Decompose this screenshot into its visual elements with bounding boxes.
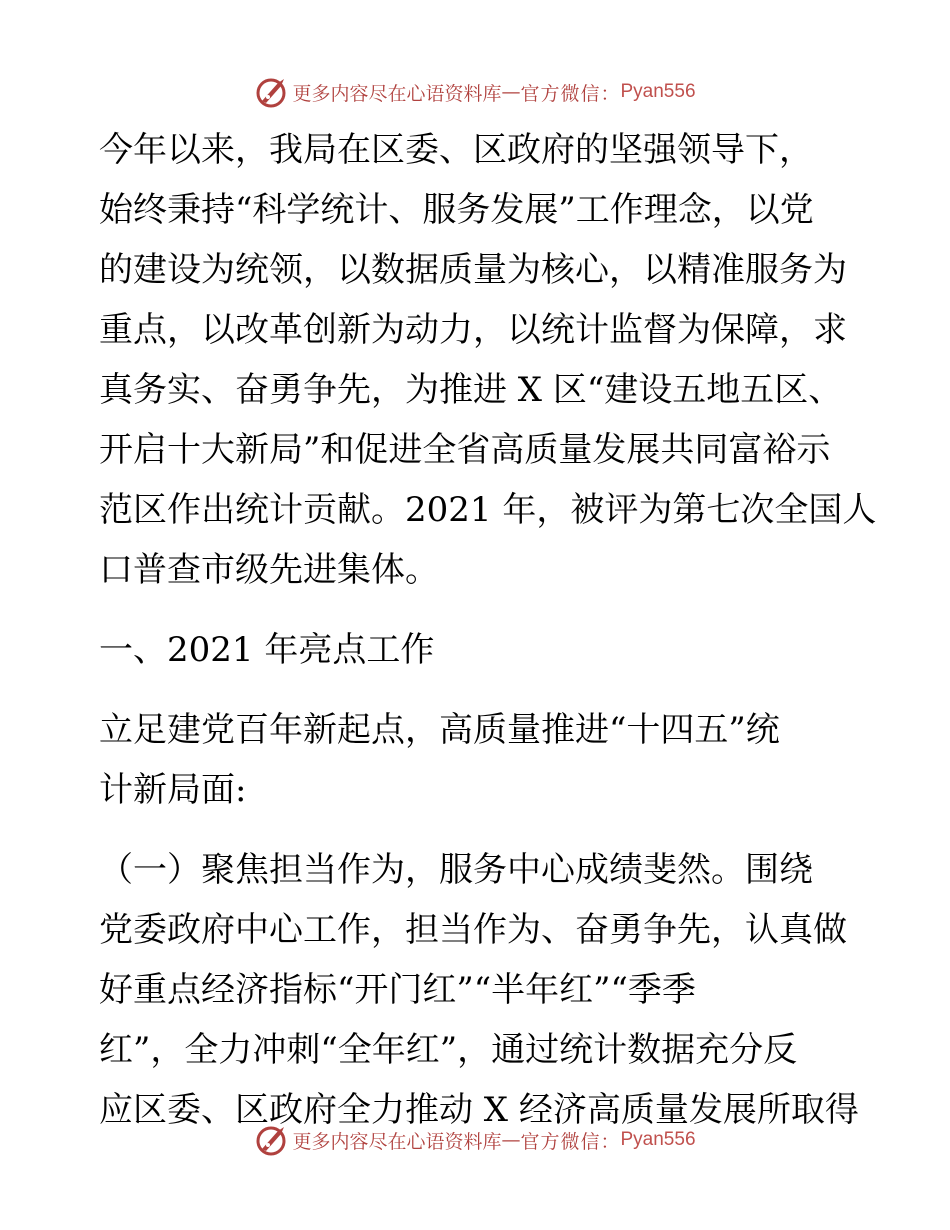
- text-line: 始终秉持“科学统计、服务发展”工作理念，以党: [99, 190, 814, 230]
- header-watermark: [0, 72, 950, 112]
- text-line: 真务实、奋勇争先，为推进 X 区“建设五地五区、: [99, 370, 843, 410]
- text-line: 的建设为统领，以数据质量为核心，以精准服务为: [99, 250, 847, 290]
- watermark-site-text: 更多内容尽在心语资料库: [292, 1130, 502, 1153]
- watermark-separator: —: [501, 81, 521, 103]
- text-line: 重点，以改革创新为动力，以统计监督为保障，求: [99, 310, 847, 350]
- text-line: 计新局面:: [99, 770, 247, 810]
- text-line: 今年以来，我局在区委、区政府的坚强领导下，: [99, 130, 813, 170]
- section-heading: [99, 620, 859, 680]
- text-line: 立足建党百年新起点，高质量推进“十四五”统: [99, 710, 780, 750]
- watermark-wechat-label: 官方微信：: [520, 1130, 621, 1153]
- paragraph-subsection-1: [99, 840, 859, 1140]
- text-line: 应区委、区政府全力推动 X 经济高质量发展所取得: [99, 1090, 859, 1130]
- paragraph-spacer: [99, 820, 859, 840]
- text-line: 好重点经济指标“开门红”“半年红”“季季: [99, 970, 696, 1010]
- watermark-wechat-label: 官方微信：: [520, 82, 621, 105]
- text-line: 党委政府中心工作，担当作为、奋勇争先，认真做: [99, 910, 847, 950]
- text-line: 红”，全力冲刺“全年红”，通过统计数据充分反: [99, 1030, 798, 1070]
- text-line: 开启十大新局”和促进全省高质量发展共同富裕示: [99, 430, 831, 470]
- watermark-wechat-id: Pyan556: [620, 1129, 696, 1150]
- paragraph-spacer: [99, 680, 859, 700]
- footer-watermark: [0, 1120, 950, 1160]
- paragraph-spacer: [99, 600, 859, 620]
- pen-nib-logo-icon: [254, 75, 290, 109]
- watermark-site-text: 更多内容尽在心语资料库: [292, 82, 502, 105]
- document-body: [99, 120, 877, 1140]
- pen-nib-logo-icon: [254, 1123, 290, 1157]
- paragraph-intro: [99, 120, 877, 600]
- watermark-separator: —: [501, 1129, 521, 1151]
- text-line: 口普查市级先进集体。: [99, 550, 439, 590]
- text-line: 范区作出统计贡献。2021 年，被评为第七次全国人: [99, 490, 877, 530]
- text-line: （一）聚焦担当作为，服务中心成绩斐然。围绕: [99, 850, 813, 890]
- paragraph-lead: [99, 700, 859, 820]
- watermark-wechat-id: Pyan556: [620, 81, 696, 102]
- heading-line: 一、2021 年亮点工作: [99, 630, 435, 670]
